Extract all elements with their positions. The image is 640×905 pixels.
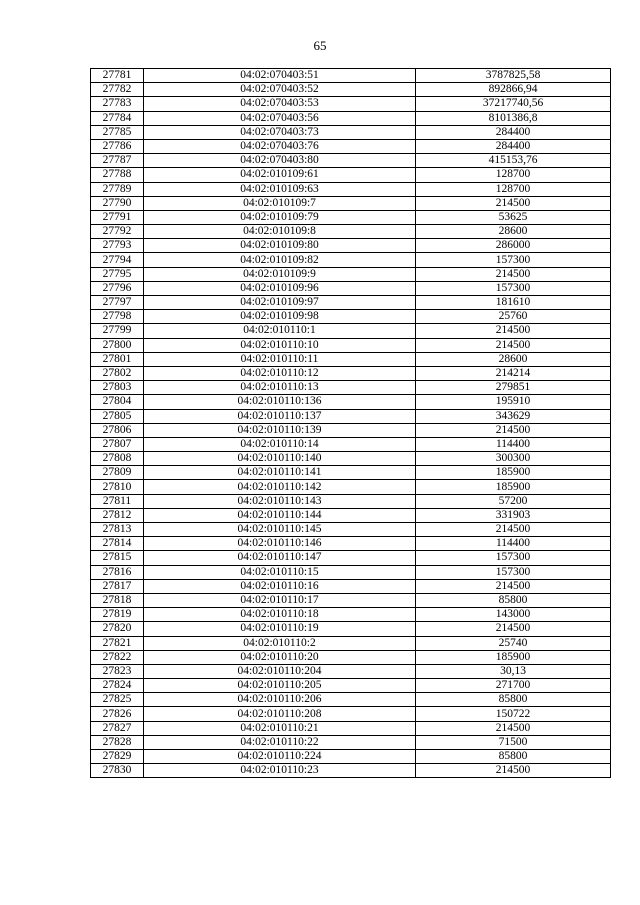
cadastral-number-cell: 04:02:010109:97 (144, 296, 416, 310)
value-cell: 214500 (416, 423, 611, 437)
cadastral-number-cell: 04:02:070403:80 (144, 154, 416, 168)
cadastral-number-cell: 04:02:010110:205 (144, 679, 416, 693)
table-row (91, 154, 611, 168)
table-row (91, 409, 611, 423)
row-number-cell: 27825 (91, 693, 144, 707)
table-row (91, 324, 611, 338)
value-cell: 185900 (416, 650, 611, 664)
table-row (91, 480, 611, 494)
value-cell: 214500 (416, 338, 611, 352)
row-number-cell: 27806 (91, 423, 144, 437)
value-cell: 214500 (416, 622, 611, 636)
row-number-cell: 27807 (91, 437, 144, 451)
cadastral-number-cell: 04:02:010110:12 (144, 366, 416, 380)
value-cell: 214500 (416, 196, 611, 210)
cadastral-number-cell: 04:02:010110:21 (144, 721, 416, 735)
table-row (91, 664, 611, 678)
value-cell: 128700 (416, 168, 611, 182)
table-row (91, 437, 611, 451)
row-number-cell: 27794 (91, 253, 144, 267)
row-number-cell: 27798 (91, 310, 144, 324)
row-number-cell: 27830 (91, 764, 144, 778)
value-cell: 37217740,56 (416, 97, 611, 111)
row-number-cell: 27791 (91, 210, 144, 224)
table-row (91, 466, 611, 480)
table-row (91, 97, 611, 111)
value-cell: 284400 (416, 125, 611, 139)
table-row (91, 423, 611, 437)
row-number-cell: 27784 (91, 111, 144, 125)
value-cell: 300300 (416, 452, 611, 466)
value-cell: 157300 (416, 253, 611, 267)
value-cell: 214500 (416, 721, 611, 735)
cadastral-number-cell: 04:02:010110:144 (144, 508, 416, 522)
cadastral-number-cell: 04:02:010110:140 (144, 452, 416, 466)
value-cell: 214500 (416, 267, 611, 281)
row-number-cell: 27823 (91, 664, 144, 678)
cadastral-number-cell: 04:02:010110:208 (144, 707, 416, 721)
table-row (91, 608, 611, 622)
row-number-cell: 27828 (91, 735, 144, 749)
value-cell: 143000 (416, 608, 611, 622)
value-cell: 157300 (416, 551, 611, 565)
row-number-cell: 27808 (91, 452, 144, 466)
cadastral-number-cell: 04:02:010109:79 (144, 210, 416, 224)
table-row (91, 579, 611, 593)
row-number-cell: 27829 (91, 750, 144, 764)
table-row (91, 83, 611, 97)
cadastral-number-cell: 04:02:010109:80 (144, 239, 416, 253)
cadastral-number-cell: 04:02:010110:19 (144, 622, 416, 636)
cadastral-number-cell: 04:02:010110:11 (144, 352, 416, 366)
value-cell: 286000 (416, 239, 611, 253)
value-cell: 53625 (416, 210, 611, 224)
table-row (91, 565, 611, 579)
row-number-cell: 27802 (91, 366, 144, 380)
row-number-cell: 27792 (91, 225, 144, 239)
cadastral-number-cell: 04:02:010110:141 (144, 466, 416, 480)
value-cell: 271700 (416, 679, 611, 693)
cadastral-number-cell: 04:02:010110:16 (144, 579, 416, 593)
cadastral-number-cell: 04:02:010110:13 (144, 381, 416, 395)
cadastral-number-cell: 04:02:010110:2 (144, 636, 416, 650)
row-number-cell: 27803 (91, 381, 144, 395)
row-number-cell: 27805 (91, 409, 144, 423)
cadastral-number-cell: 04:02:010110:142 (144, 480, 416, 494)
table-row (91, 395, 611, 409)
value-cell: 214500 (416, 324, 611, 338)
cadastral-number-cell: 04:02:070403:52 (144, 83, 416, 97)
table-row (91, 225, 611, 239)
cadastral-number-cell: 04:02:010110:1 (144, 324, 416, 338)
row-number-cell: 27815 (91, 551, 144, 565)
cadastral-number-cell: 04:02:010110:22 (144, 735, 416, 749)
value-cell: 157300 (416, 281, 611, 295)
row-number-cell: 27785 (91, 125, 144, 139)
value-cell: 28600 (416, 225, 611, 239)
value-cell: 114400 (416, 537, 611, 551)
cadastral-number-cell: 04:02:010110:20 (144, 650, 416, 664)
cadastral-number-cell: 04:02:010109:61 (144, 168, 416, 182)
table-row (91, 679, 611, 693)
value-cell: 214214 (416, 366, 611, 380)
value-cell: 8101386,8 (416, 111, 611, 125)
table-row (91, 593, 611, 607)
cadastral-number-cell: 04:02:010110:146 (144, 537, 416, 551)
table-row (91, 381, 611, 395)
row-number-cell: 27790 (91, 196, 144, 210)
cadastral-number-cell: 04:02:010110:224 (144, 750, 416, 764)
table-row (91, 735, 611, 749)
value-cell: 331903 (416, 508, 611, 522)
records-table (90, 68, 611, 778)
row-number-cell: 27787 (91, 154, 144, 168)
table-row (91, 310, 611, 324)
row-number-cell: 27789 (91, 182, 144, 196)
cadastral-number-cell: 04:02:010110:143 (144, 494, 416, 508)
row-number-cell: 27783 (91, 97, 144, 111)
value-cell: 128700 (416, 182, 611, 196)
cadastral-number-cell: 04:02:010109:7 (144, 196, 416, 210)
value-cell: 3787825,58 (416, 69, 611, 83)
cadastral-number-cell: 04:02:010109:96 (144, 281, 416, 295)
row-number-cell: 27820 (91, 622, 144, 636)
table-row (91, 551, 611, 565)
value-cell: 85800 (416, 593, 611, 607)
table-row (91, 182, 611, 196)
row-number-cell: 27814 (91, 537, 144, 551)
row-number-cell: 27824 (91, 679, 144, 693)
row-number-cell: 27817 (91, 579, 144, 593)
table-row (91, 693, 611, 707)
cadastral-number-cell: 04:02:010110:17 (144, 593, 416, 607)
row-number-cell: 27781 (91, 69, 144, 83)
table-row (91, 636, 611, 650)
cadastral-number-cell: 04:02:070403:73 (144, 125, 416, 139)
table-row (91, 139, 611, 153)
value-cell: 892866,94 (416, 83, 611, 97)
row-number-cell: 27786 (91, 139, 144, 153)
cadastral-number-cell: 04:02:010110:204 (144, 664, 416, 678)
value-cell: 57200 (416, 494, 611, 508)
table-row (91, 210, 611, 224)
value-cell: 343629 (416, 409, 611, 423)
cadastral-number-cell: 04:02:010110:14 (144, 437, 416, 451)
table-row (91, 537, 611, 551)
row-number-cell: 27796 (91, 281, 144, 295)
row-number-cell: 27816 (91, 565, 144, 579)
cadastral-number-cell: 04:02:010110:206 (144, 693, 416, 707)
row-number-cell: 27813 (91, 523, 144, 537)
value-cell: 114400 (416, 437, 611, 451)
table-row (91, 125, 611, 139)
value-cell: 28600 (416, 352, 611, 366)
cadastral-number-cell: 04:02:010110:136 (144, 395, 416, 409)
row-number-cell: 27788 (91, 168, 144, 182)
row-number-cell: 27804 (91, 395, 144, 409)
row-number-cell: 27827 (91, 721, 144, 735)
table-row (91, 69, 611, 83)
table-row (91, 650, 611, 664)
row-number-cell: 27826 (91, 707, 144, 721)
value-cell: 279851 (416, 381, 611, 395)
table-row (91, 721, 611, 735)
table-row (91, 168, 611, 182)
value-cell: 25740 (416, 636, 611, 650)
value-cell: 25760 (416, 310, 611, 324)
cadastral-number-cell: 04:02:010110:18 (144, 608, 416, 622)
value-cell: 195910 (416, 395, 611, 409)
cadastral-number-cell: 04:02:070403:53 (144, 97, 416, 111)
row-number-cell: 27793 (91, 239, 144, 253)
row-number-cell: 27812 (91, 508, 144, 522)
value-cell: 85800 (416, 693, 611, 707)
cadastral-number-cell: 04:02:010109:9 (144, 267, 416, 281)
cadastral-number-cell: 04:02:010110:145 (144, 523, 416, 537)
row-number-cell: 27797 (91, 296, 144, 310)
cadastral-number-cell: 04:02:070403:51 (144, 69, 416, 83)
cadastral-number-cell: 04:02:010110:10 (144, 338, 416, 352)
table-row (91, 750, 611, 764)
row-number-cell: 27810 (91, 480, 144, 494)
cadastral-number-cell: 04:02:010109:98 (144, 310, 416, 324)
records-body (91, 69, 611, 778)
cadastral-number-cell: 04:02:010110:15 (144, 565, 416, 579)
table-row (91, 366, 611, 380)
value-cell: 185900 (416, 466, 611, 480)
row-number-cell: 27801 (91, 352, 144, 366)
row-number-cell: 27800 (91, 338, 144, 352)
cadastral-number-cell: 04:02:010109:63 (144, 182, 416, 196)
table-row (91, 281, 611, 295)
row-number-cell: 27811 (91, 494, 144, 508)
value-cell: 415153,76 (416, 154, 611, 168)
value-cell: 71500 (416, 735, 611, 749)
table-row (91, 239, 611, 253)
value-cell: 214500 (416, 764, 611, 778)
cadastral-number-cell: 04:02:010109:82 (144, 253, 416, 267)
cadastral-number-cell: 04:02:010110:147 (144, 551, 416, 565)
table-row (91, 338, 611, 352)
value-cell: 185900 (416, 480, 611, 494)
value-cell: 214500 (416, 579, 611, 593)
row-number-cell: 27809 (91, 466, 144, 480)
value-cell: 181610 (416, 296, 611, 310)
table-row (91, 523, 611, 537)
value-cell: 85800 (416, 750, 611, 764)
table-row (91, 494, 611, 508)
row-number-cell: 27819 (91, 608, 144, 622)
value-cell: 214500 (416, 523, 611, 537)
table-row (91, 296, 611, 310)
cadastral-number-cell: 04:02:010110:137 (144, 409, 416, 423)
value-cell: 284400 (416, 139, 611, 153)
cadastral-number-cell: 04:02:010110:23 (144, 764, 416, 778)
table-row (91, 196, 611, 210)
page-number: 65 (313, 38, 327, 53)
row-number-cell: 27818 (91, 593, 144, 607)
value-cell: 157300 (416, 565, 611, 579)
value-cell: 150722 (416, 707, 611, 721)
cadastral-number-cell: 04:02:070403:56 (144, 111, 416, 125)
table-row (91, 622, 611, 636)
row-number-cell: 27822 (91, 650, 144, 664)
table-row (91, 764, 611, 778)
table-row (91, 352, 611, 366)
value-cell: 30,13 (416, 664, 611, 678)
cadastral-number-cell: 04:02:010110:139 (144, 423, 416, 437)
row-number-cell: 27795 (91, 267, 144, 281)
row-number-cell: 27782 (91, 83, 144, 97)
row-number-cell: 27821 (91, 636, 144, 650)
row-number-cell: 27799 (91, 324, 144, 338)
cadastral-number-cell: 04:02:070403:76 (144, 139, 416, 153)
table-row (91, 707, 611, 721)
table-row (91, 508, 611, 522)
table-row (91, 253, 611, 267)
cadastral-number-cell: 04:02:010109:8 (144, 225, 416, 239)
table-row (91, 267, 611, 281)
table-row (91, 111, 611, 125)
table-row (91, 452, 611, 466)
